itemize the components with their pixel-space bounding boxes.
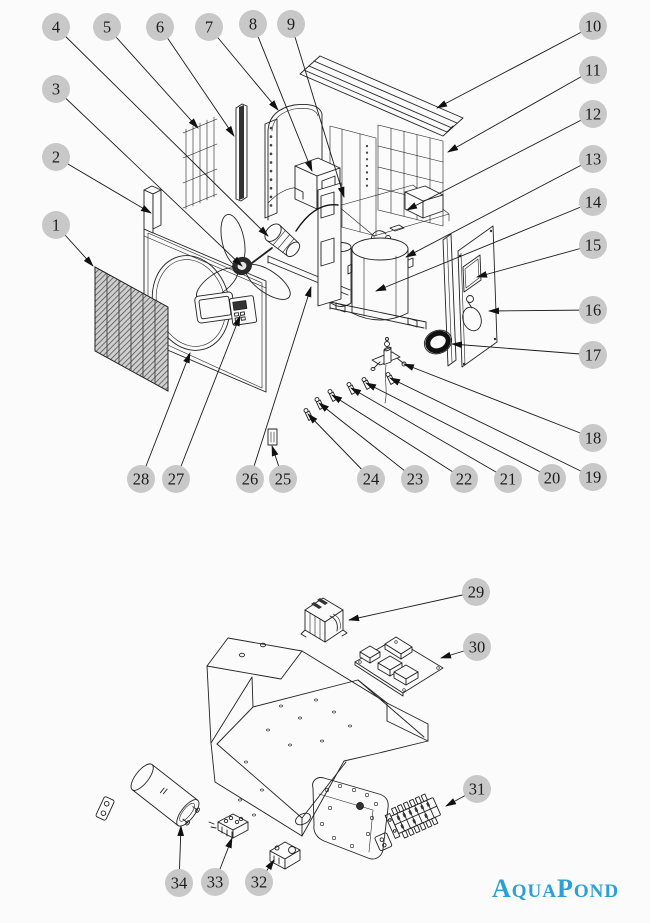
callout-number-10: 10 <box>584 16 602 36</box>
leader-line-16 <box>489 310 593 311</box>
left-coil-grid <box>183 117 217 209</box>
callout-number-31: 31 <box>468 779 486 799</box>
contactor <box>270 842 300 869</box>
callout-number-34: 34 <box>170 873 188 893</box>
callout-number-20: 20 <box>543 468 561 488</box>
electrical-box-assembly <box>95 598 443 869</box>
leader-line-26 <box>250 287 311 479</box>
callout-number-26: 26 <box>241 469 259 489</box>
callout-number-12: 12 <box>584 104 602 124</box>
leader-line-21 <box>351 388 508 479</box>
callout-number-23: 23 <box>406 469 424 489</box>
callout-number-25: 25 <box>274 469 292 489</box>
base-frame <box>268 256 426 329</box>
callout-number-30: 30 <box>468 637 486 657</box>
pcb-board <box>355 637 443 696</box>
callout-number-22: 22 <box>455 469 473 489</box>
callout-number-29: 29 <box>467 582 485 602</box>
front-grille <box>95 267 168 391</box>
callout-number-8: 8 <box>248 14 258 34</box>
callout-number-21: 21 <box>499 469 517 489</box>
leader-line-11 <box>448 70 593 152</box>
terminal-strip <box>374 792 443 852</box>
callout-number-5: 5 <box>102 17 112 37</box>
callout-number-9: 9 <box>286 14 296 34</box>
callout-number-15: 15 <box>584 235 602 255</box>
callout-number-33: 33 <box>206 872 224 892</box>
callout-number-3: 3 <box>51 79 61 99</box>
sensor-clip <box>268 429 277 445</box>
callout-number-24: 24 <box>362 469 380 489</box>
leader-line-8 <box>253 24 312 171</box>
small-bracket <box>95 796 114 821</box>
callout-number-28: 28 <box>132 469 150 489</box>
leader-line-20 <box>366 383 552 478</box>
callout-number-32: 32 <box>250 872 268 892</box>
leader-line-18 <box>404 364 593 438</box>
display-controller <box>194 291 257 325</box>
callout-number-4: 4 <box>51 17 61 37</box>
valve-assembly <box>371 338 406 404</box>
callout-layer <box>42 10 607 897</box>
callout-number-6: 6 <box>155 17 165 37</box>
leader-line-22 <box>332 395 464 479</box>
callout-number-27: 27 <box>167 469 185 489</box>
grommet-ring <box>421 326 456 358</box>
leader-line-10 <box>437 26 593 108</box>
leader-line-12 <box>407 114 593 210</box>
fan-motor <box>252 221 303 263</box>
callout-number-16: 16 <box>584 300 602 320</box>
capacitor <box>127 761 203 831</box>
callout-number-13: 13 <box>584 149 602 169</box>
leader-line-19 <box>390 378 593 477</box>
callout-number-1: 1 <box>51 215 61 235</box>
callout-number-2: 2 <box>51 147 61 167</box>
terminal-block <box>209 814 248 838</box>
logo-text: A <box>492 874 512 903</box>
callout-number-14: 14 <box>584 192 602 212</box>
leader-line-27 <box>176 316 240 479</box>
side-strip <box>236 104 247 201</box>
callout-number-19: 19 <box>584 467 602 487</box>
small-fittings <box>303 372 395 421</box>
brand-logo: AQUAPOND <box>492 874 620 903</box>
heat-pump-assembly <box>95 56 497 445</box>
callout-number-11: 11 <box>585 60 601 80</box>
callout-number-7: 7 <box>204 17 214 37</box>
top-cover <box>300 56 463 136</box>
callout-number-18: 18 <box>584 428 602 448</box>
callout-number-17: 17 <box>584 345 602 365</box>
leader-line-29 <box>349 592 476 620</box>
electric-box-small <box>405 186 443 218</box>
perforated-strip <box>265 119 277 218</box>
transformer <box>301 598 347 642</box>
leader-line-7 <box>209 27 278 110</box>
leader-line-5 <box>107 27 198 128</box>
